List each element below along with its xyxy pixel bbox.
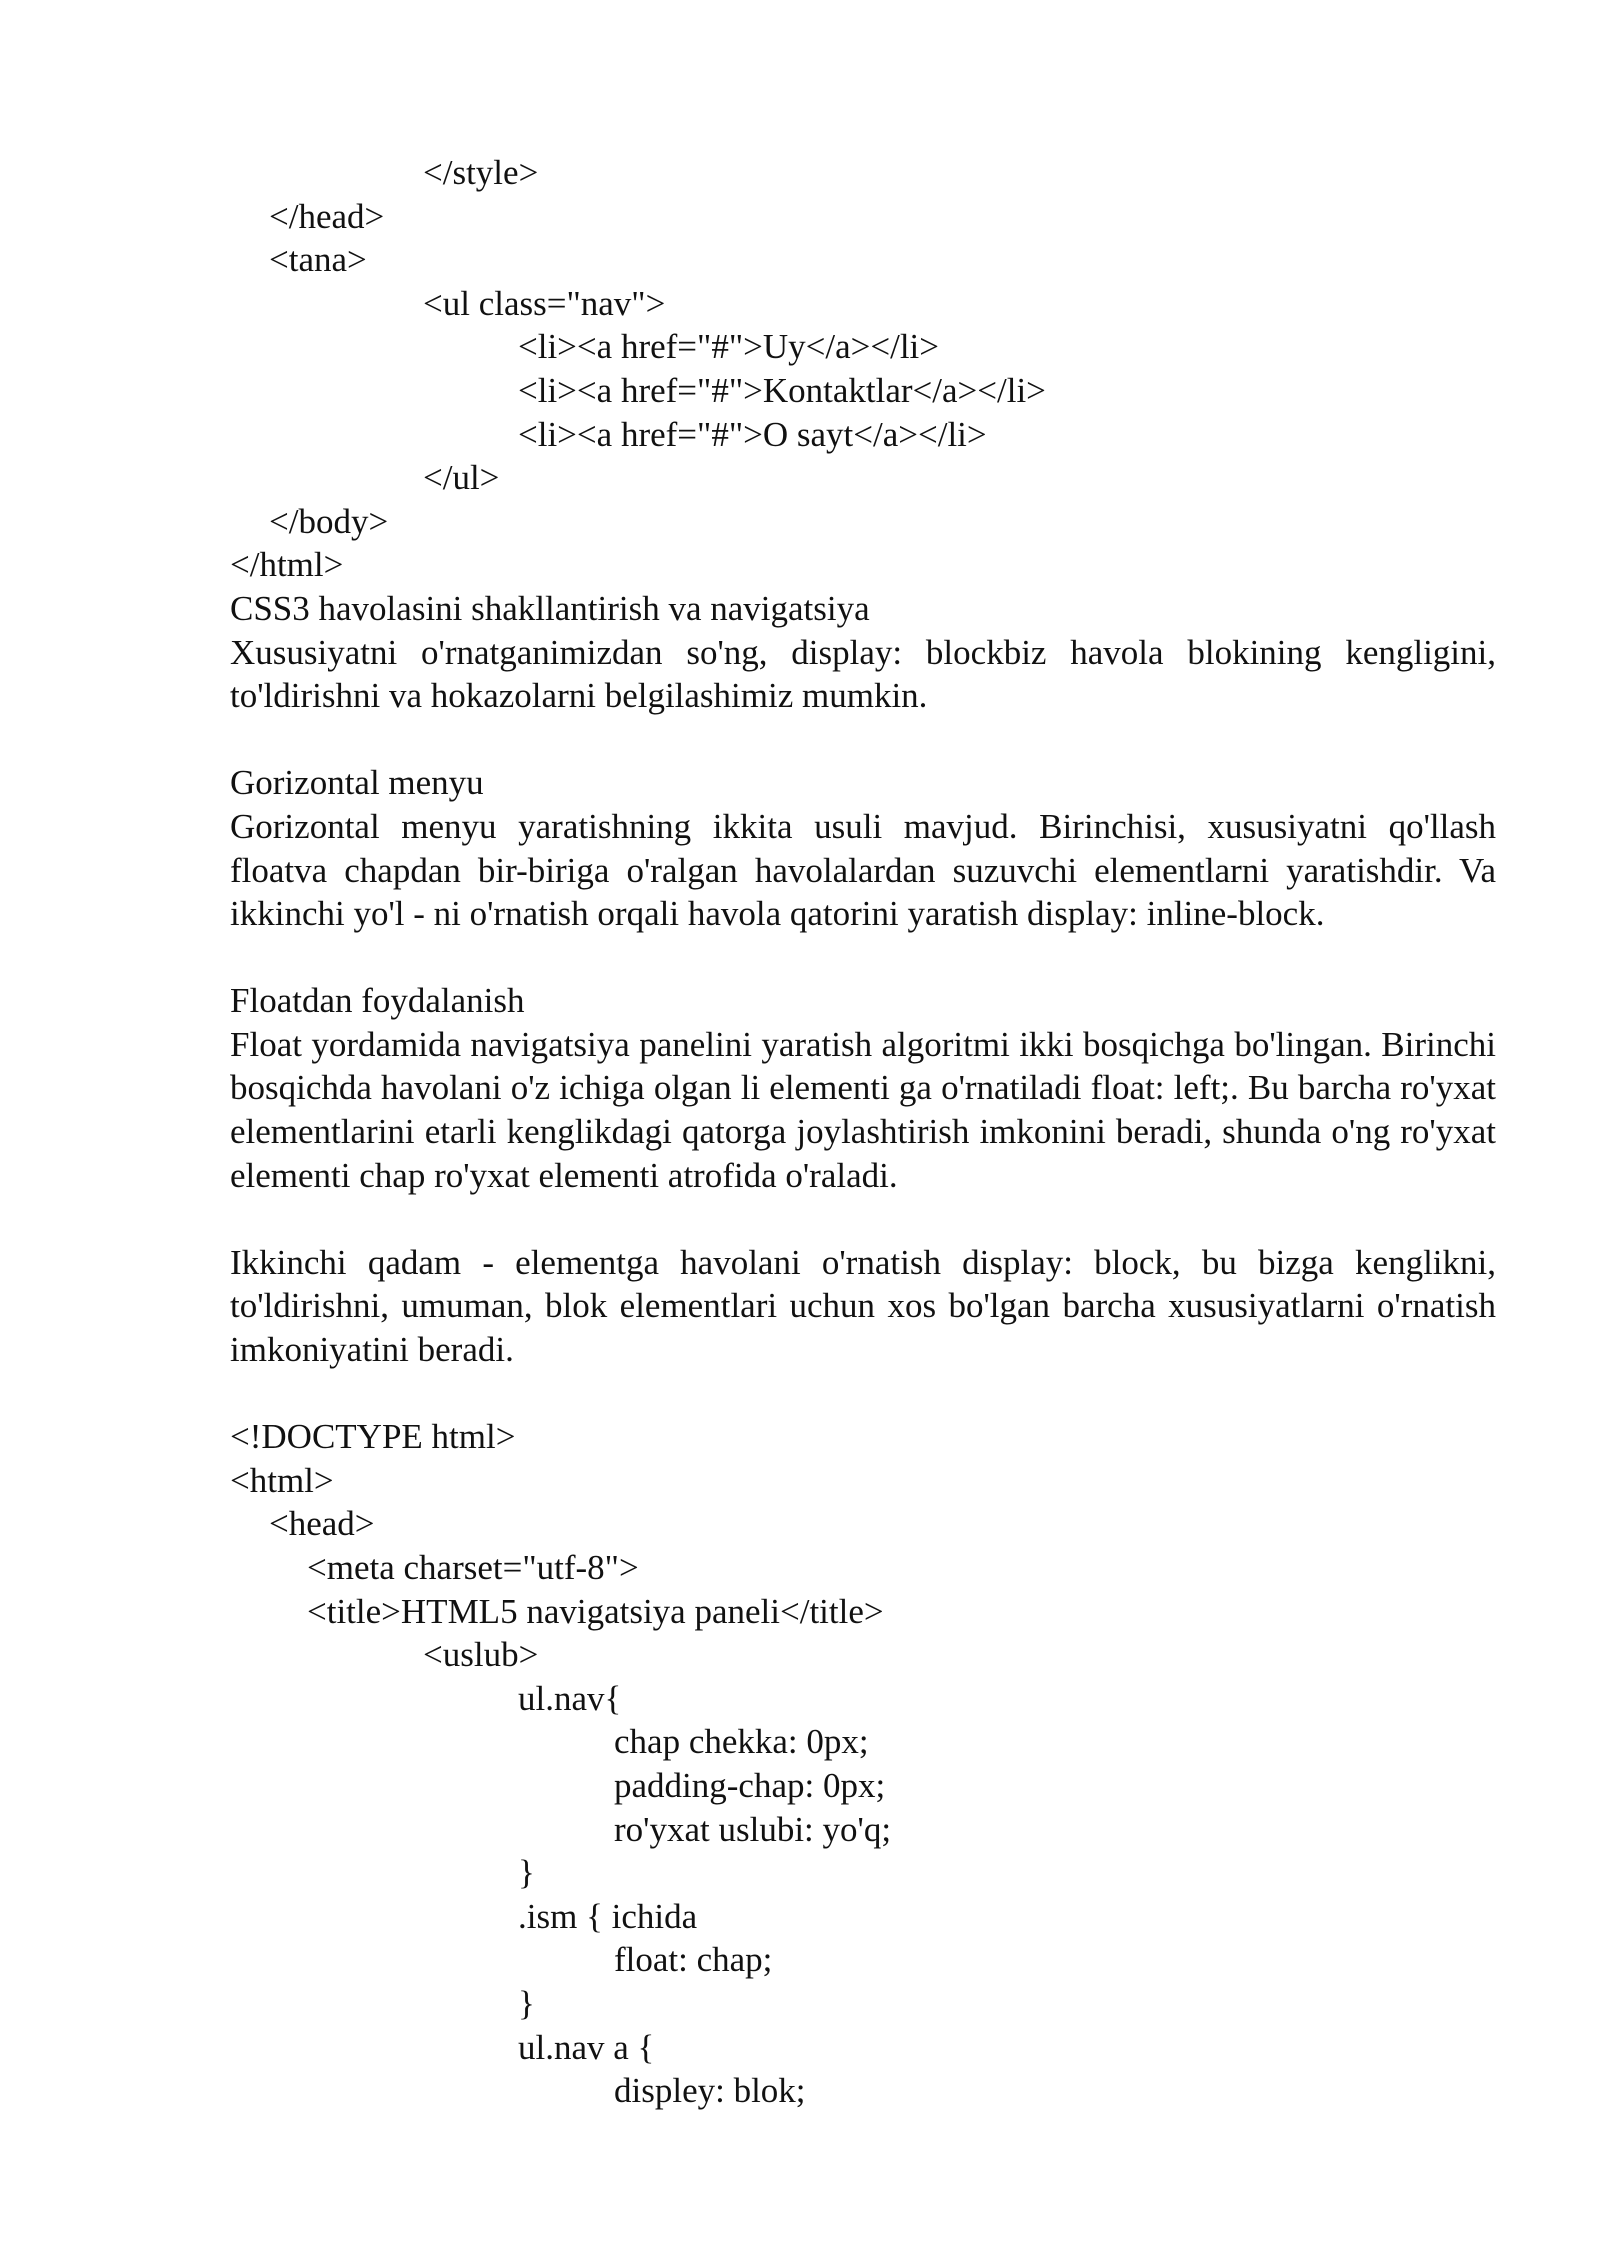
paragraph: Gorizontal menyu yaratishning ikkita usuli mavjud. Birinchisi, xususiyatni qo'llash floatva chapdan bir-biriga o'ralgan havolalardan suzuvchi elementlarni yaratishdir. Va ikkinchi yo'l - ni o'rnatish orqali havola qatorini yaratish display: inline-block. <box>230 806 1496 934</box>
code-line: .ism { ichida <box>518 1896 698 1936</box>
code-line: } <box>518 1853 535 1893</box>
section-heading: CSS3 havolasini shakllantirish va navigatsiya <box>230 588 870 628</box>
code-line: padding-chap: 0px; <box>614 1765 886 1805</box>
code-line: <li><a href="#">O sayt</a></li> <box>518 414 987 454</box>
paragraph: Xususiyatni o'rnatganimizdan so'ng, display: blockbiz havola blokining kengligini, to'ldirishni va hokazolarni belgilashimiz mumkin. <box>230 632 1496 716</box>
code-line: ul.nav a { <box>518 2027 655 2067</box>
code-line: chap chekka: 0px; <box>614 1722 869 1762</box>
code-line: ul.nav{ <box>518 1678 622 1718</box>
code-line: float: chap; <box>614 1940 773 1980</box>
code-line: <uslub> <box>423 1635 539 1675</box>
paragraph: Float yordamida navigatsiya panelini yaratish algoritmi ikki bosqichga bo'lingan. Birinchi bosqichda havolani o'z ichiga olgan li elementi ga o'rnatiladi float: left;. Bu barcha ro'yxat elementlarini etarli kenglikdagi qatorga joylashtirish imkonini beradi, shunda o'ng ro'yxat elementi chap ro'yxat elementi atrofida o'raladi. <box>230 1024 1496 1195</box>
code-line: </body> <box>269 501 389 541</box>
paragraph: Ikkinchi qadam - elementga havolani o'rnatish display: block, bu bizga kenglikni, to'ldirishni, umuman, blok elementlari uchun xos bo'lgan barcha xususiyatlarni o'rnatish imkoniyatini beradi. <box>230 1242 1496 1370</box>
document-page <box>230 151 1496 2113</box>
code-line: <head> <box>269 1504 375 1544</box>
section-heading: Floatdan foydalanish <box>230 981 525 1021</box>
code-line: <title>HTML5 navigatsiya paneli</title> <box>307 1591 884 1631</box>
code-line: <html> <box>230 1460 334 1500</box>
code-line: <!DOCTYPE html> <box>230 1417 516 1457</box>
code-line: </head> <box>269 196 385 236</box>
code-line: <li><a href="#">Kontaktlar</a></li> <box>518 370 1046 410</box>
code-line: ro'yxat uslubi: yo'q; <box>614 1809 892 1849</box>
code-line: <li><a href="#">Uy</a></li> <box>518 327 940 367</box>
code-line: </ul> <box>423 458 500 498</box>
code-line: <meta charset="utf-8"> <box>307 1548 639 1587</box>
code-block-top <box>230 151 1496 587</box>
code-line: <ul class="nav"> <box>423 283 666 323</box>
code-line: </html> <box>230 545 344 585</box>
code-line: </style> <box>423 153 539 192</box>
code-block-bottom <box>230 1415 1496 2113</box>
section-heading: Gorizontal menyu <box>230 763 484 803</box>
code-line: <tana> <box>269 240 367 280</box>
code-line: displey: blok; <box>614 2071 806 2111</box>
code-line: } <box>518 1983 535 2023</box>
